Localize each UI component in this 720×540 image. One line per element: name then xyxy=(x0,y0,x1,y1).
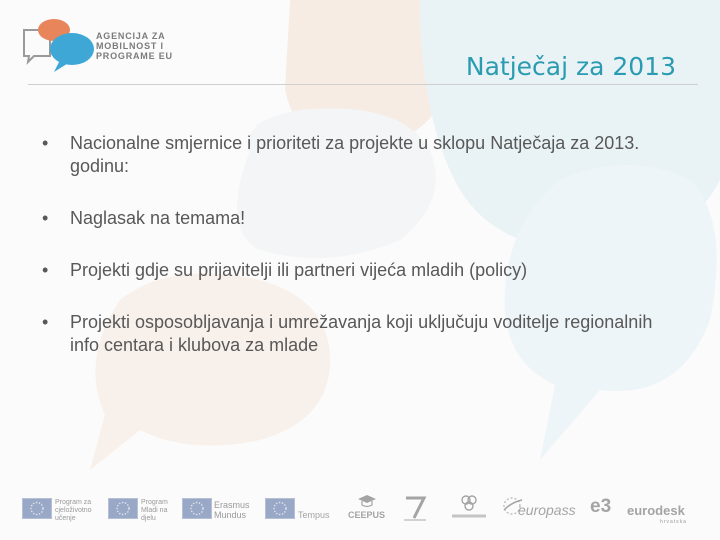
eu-flag-icon xyxy=(182,498,212,519)
bullet-text: Nacionalne smjernice i prioriteti za projekte u sklopu Natječaja za 2013. godinu: xyxy=(70,133,640,176)
bullet-item xyxy=(36,207,676,230)
bullet-dot: • xyxy=(42,133,49,153)
graduation-cap-icon xyxy=(357,494,377,508)
bullet-dot: • xyxy=(42,312,49,332)
europass-logo: europass xyxy=(518,502,576,518)
bullet-dot: • xyxy=(42,208,49,228)
logo-text-line: djelu xyxy=(141,515,156,522)
logo-text-line: Mundus xyxy=(214,510,247,520)
bullet-dot: • xyxy=(42,260,49,280)
bullet-text: Projekti osposobljavanja i umrežavanja koji uključuju voditelje regionalnih info centara i klubova za mlade xyxy=(70,312,653,355)
agency-name-line: MOBILNOST I xyxy=(96,41,164,51)
lifelong-learning-logo xyxy=(55,499,92,523)
partner-logos-footer xyxy=(20,492,710,526)
ceepus-logo: CEEPUS xyxy=(348,510,386,520)
erasmus-mundus-logo xyxy=(214,500,250,520)
bullet-item xyxy=(36,259,676,282)
youth-in-action-logo xyxy=(141,499,168,523)
logo-text-line: učenje xyxy=(55,515,76,522)
eu-flag-icon xyxy=(265,498,295,519)
logo-text-line: cjeloživotno xyxy=(55,507,92,514)
seventh-framework-logo-icon xyxy=(402,494,428,522)
agency-name-line: PROGRAME EU xyxy=(96,51,173,61)
logo-text-line: Program xyxy=(141,499,168,506)
tempus-logo: Tempus xyxy=(298,510,330,520)
bullet-item xyxy=(36,311,676,357)
bullet-item xyxy=(36,132,676,178)
logo-text-line: Program za xyxy=(55,499,92,506)
eurodesk-subtitle: hrvatska xyxy=(660,519,687,525)
agency-name-line: AGENCIJA ZA xyxy=(96,31,166,41)
eurodesk-logo: eurodesk xyxy=(627,503,685,518)
speech-bubbles-logo-icon xyxy=(20,16,100,76)
logo-text-line: Erasmus xyxy=(214,500,250,510)
title-divider xyxy=(28,84,698,85)
bullet-list xyxy=(36,132,676,386)
eu-flag-icon xyxy=(108,498,138,519)
logo-text-line: Mladi na xyxy=(141,507,168,514)
eu-flag-icon xyxy=(22,498,52,519)
agency-name xyxy=(96,31,173,61)
e3-logo-icon: e3 xyxy=(590,496,612,517)
slide-title: Natječaj za 2013 xyxy=(465,52,676,81)
bullet-text: Projekti gdje su prijavitelji ili partneri vijeća mladih (policy) xyxy=(70,260,528,280)
bullet-text: Naglasak na temama! xyxy=(70,208,246,228)
eurydice-logo-icon xyxy=(448,494,490,522)
